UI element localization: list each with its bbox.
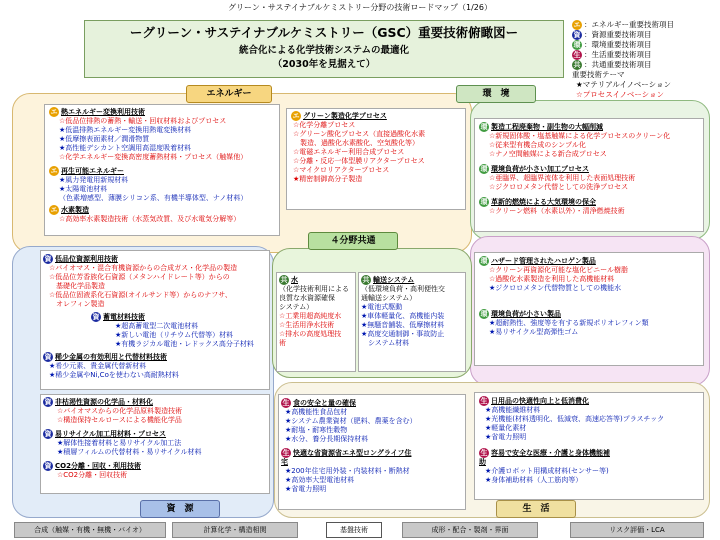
energy-line: ☆低品位排熱の蓄熱・輸送・回収材料およびプロセス xyxy=(59,117,227,125)
resource-theme-5 xyxy=(43,429,269,439)
resource-mid-box xyxy=(40,250,270,390)
energy-line: ☆分離・反応一体型膜リアクタープロセス xyxy=(293,157,425,165)
environment-mark-icon: 環 xyxy=(573,41,581,49)
life-theme-1 xyxy=(281,398,465,408)
resource-theme-title: 非枯渇性資源の化学品・材料化 xyxy=(55,398,153,406)
energy-mark-icon: エ xyxy=(292,112,300,120)
energy-line: 製造、過酸化水素酸化、空気酸化等） xyxy=(293,139,419,147)
common-mark-icon: 共 xyxy=(280,276,288,284)
life-line: ★省電力照明 xyxy=(285,485,327,493)
energy-line: （色素増感型、薄膜シリコン系、有機半導体型、ナノ材料） xyxy=(59,194,248,202)
common-line: ★高度交通制御・事故防止 xyxy=(361,330,445,338)
common-theme-transport xyxy=(361,275,465,285)
env-theme-title: 環境負荷が小さい製品 xyxy=(491,310,561,318)
life-right-box xyxy=(474,392,704,500)
common-line: システム） xyxy=(279,303,314,311)
env-line: ★易リサイクル型高弾性ゴム xyxy=(489,328,579,336)
common-mark-icon: 共 xyxy=(362,276,370,284)
energy-line: ☆グリーン酸化プロセス（直接過酸化水素 xyxy=(293,130,426,138)
energy-line: ★低摩擦表面素材／潤滑物質 xyxy=(59,135,150,143)
common-line: ☆生活用浄水技術 xyxy=(279,321,335,329)
env-theme-1 xyxy=(479,122,703,132)
common-transport-box xyxy=(358,272,466,372)
footer-computation: 計算化学・構造相関 xyxy=(172,522,298,538)
common-line: ★電池式駆動 xyxy=(361,303,403,311)
env-line: ☆新規固体酸・塩基触媒による化学プロセスのクリーン化 xyxy=(489,132,671,140)
common-theme-title: 輸送システム xyxy=(373,276,415,284)
life-line: ★光機能(材料透明化、低減衰、高速応答等)プラスチック xyxy=(485,415,665,423)
resource-line: ☆低品位固液系化石資源(オイルサンド等）からのナフサ、 xyxy=(49,291,232,299)
header-box xyxy=(84,20,564,78)
resource-theme-1 xyxy=(43,254,269,264)
common-line: 術 xyxy=(279,339,286,347)
resource-theme-title: 低品位資源利用技術 xyxy=(55,255,118,263)
env-theme-4 xyxy=(479,256,703,266)
energy-theme-title: 水素製造 xyxy=(61,206,89,214)
common-water-box xyxy=(276,272,356,372)
legend-star-process: ☆プロセスイノベーション xyxy=(576,90,665,99)
life-line: ★耐塩・耐寒性穀物 xyxy=(285,426,348,434)
common-theme-water xyxy=(279,275,355,285)
env-line: ☆亜臨界、超臨界流体を利用した表面処理技術 xyxy=(489,174,636,182)
energy-line: ☆マイクロリアクタープロセス xyxy=(293,166,390,174)
legend-item xyxy=(572,30,712,40)
legend-text: ：エネルギー重要技術項目 xyxy=(584,20,674,29)
life-theme-title-cont: 助 xyxy=(479,458,486,466)
env-theme-5 xyxy=(479,309,703,319)
env-theme-title: 製造工程廃棄物・副生物の大幅削減 xyxy=(491,123,603,131)
life-line: ★身体補助材料（人工筋肉等） xyxy=(485,476,583,484)
resource-line: ☆CO2分離・回収技術 xyxy=(57,471,128,479)
life-theme-3 xyxy=(479,396,703,406)
life-mark-icon: 生 xyxy=(480,449,488,457)
energy-line: ☆高効率水素製造技術（水蒸気改質、及び水電気分解等） xyxy=(59,215,241,223)
energy-line: ★高性能デシカント空調用高湿度吸着材料 xyxy=(59,144,192,152)
energy-mark-icon: エ xyxy=(50,167,58,175)
common-line: ☆排水の高度処理技 xyxy=(279,330,342,338)
resource-theme-title: CO2分離・回収・利用技術 xyxy=(55,462,141,470)
life-line: ★高機能性食品包材 xyxy=(285,408,348,416)
legend-text: ：生活重要技術項目 xyxy=(584,50,652,59)
energy-line: ☆化学分離プロセス xyxy=(293,121,356,129)
resource-line: ★希少元素、貴金属代替新材料 xyxy=(49,362,147,370)
footer-risk: リスク評価・LCA xyxy=(570,522,704,538)
legend-text: ：環境重要技術項目 xyxy=(584,40,652,49)
category-life: 生 活 xyxy=(496,500,576,518)
env-line: ☆クリーン燃料（水素以外）・清浄燃焼技術 xyxy=(489,207,625,215)
energy-line: ☆電磁エネルギー利用合成プロセス xyxy=(293,148,405,156)
energy-line: ★精密制御高分子製造 xyxy=(293,175,363,183)
page-subtitle-2: （2030年を見据えて） xyxy=(272,59,376,70)
environment-mark-icon: 環 xyxy=(480,123,488,131)
life-line: ★水分、養分長期保持材料 xyxy=(285,435,369,443)
energy-right-box xyxy=(286,108,466,210)
resource-mark-icon: 資 xyxy=(573,31,581,39)
legend-text: ：共通重要技術項目 xyxy=(584,60,652,69)
resource-theme-title: 易リサイクル加工用材料・プロセス xyxy=(55,430,167,438)
energy-theme-title: グリーン製造化学プロセス xyxy=(303,112,387,120)
page-subtitle-1: 統合化による化学技術システムの最適化 xyxy=(238,45,410,56)
resource-theme-4 xyxy=(43,397,269,407)
life-theme-title: 日用品の快適性向上と低消費化 xyxy=(491,397,589,405)
life-mark-icon: 生 xyxy=(480,397,488,405)
common-line: （低環境負荷・高利便性交 xyxy=(361,285,445,293)
energy-mark-icon: エ xyxy=(573,21,581,29)
life-theme-4 xyxy=(479,448,703,458)
green-process-theme xyxy=(291,111,465,121)
footer-synthesis: 合成（触媒・有機・無機・バイオ） xyxy=(14,522,166,538)
env-theme-title: 環境負荷が小さい加工プロセス xyxy=(491,165,589,173)
environment-mark-icon: 環 xyxy=(480,165,488,173)
common-line: （化学技術利用による xyxy=(279,285,349,293)
environment-mark-icon: 環 xyxy=(480,257,488,265)
env-line: ☆従来型有機合成のシンプル化 xyxy=(489,141,586,149)
life-theme-2 xyxy=(281,448,465,458)
resource-line: オレフィン製造 xyxy=(49,300,105,308)
life-theme-title: 食の安全と量の確保 xyxy=(293,399,356,407)
resource-theme-6 xyxy=(43,461,269,471)
resource-mark-icon: 資 xyxy=(92,313,100,321)
category-common: ４分野共通 xyxy=(308,232,398,250)
env-theme-title: 革新的燃焼による大気環境の保全 xyxy=(491,198,596,206)
life-mark-icon: 生 xyxy=(282,399,290,407)
resource-mark-icon: 資 xyxy=(44,255,52,263)
resource-line: ☆構造保持セルロースによる機能化学品 xyxy=(57,416,182,424)
resource-mark-icon: 資 xyxy=(44,353,52,361)
life-theme-title: 快適な省資源省エネ型ロングライフ住 xyxy=(293,449,412,457)
resource-line: ★積層フィルムの代替材料・易リサイクル材料 xyxy=(57,448,202,456)
energy-mark-icon: エ xyxy=(50,108,58,116)
life-mid-box xyxy=(278,394,466,510)
resource-line: ☆バイオマスからの化学品原料製造技術 xyxy=(57,407,183,415)
energy-mark-icon: エ xyxy=(50,206,58,214)
legend-item xyxy=(572,60,712,70)
resource-line: ★解体性接着材料と易リサイクル加工法 xyxy=(57,439,182,447)
resource-mark-icon: 資 xyxy=(44,430,52,438)
environment-mid-box xyxy=(474,252,704,366)
life-theme-title: 容易で安全な医療・介護と身体機能補 xyxy=(491,449,610,457)
category-resource: 資 源 xyxy=(140,500,220,518)
common-line: 通輸送システム） xyxy=(361,294,417,302)
energy-theme-2 xyxy=(49,166,279,176)
common-theme-title: 水 xyxy=(291,276,298,284)
env-line: ☆クリーン再資源化可能な塩化ビニール樹脂 xyxy=(489,266,628,274)
resource-theme-title: 蓄電材料技術 xyxy=(103,313,145,321)
life-line: ★介護ロボット用構成材料(センサー等) xyxy=(485,467,609,475)
resource-line: ★新しい電池（リチウム代替等）材料 xyxy=(115,331,234,339)
footer-foundation: 基盤技術 xyxy=(326,522,382,538)
life-mark-icon: 生 xyxy=(282,449,290,457)
resource-theme-title: 稀少金属の有効利用と代替材料技術 xyxy=(55,353,167,361)
resource-line: ★有機ラジカル電池・レドックス高分子材料 xyxy=(115,340,254,348)
env-line: ☆ジクロロメタン代替としての洗浄プロセス xyxy=(489,183,629,191)
life-line: ★高機能繊維材料 xyxy=(485,406,541,414)
env-line: ☆過酸化水素製造を利用した高機能材料 xyxy=(489,275,615,283)
legend-star-material: ★マテリアルイノベーション xyxy=(576,80,671,89)
resource-theme-2 xyxy=(91,312,269,322)
energy-line: ☆化学エネルギー変換高密度蓄熱材料・プロセス（触媒他） xyxy=(59,153,248,161)
env-theme-2 xyxy=(479,164,703,174)
legend-item xyxy=(572,40,712,50)
common-line: ★車体軽量化、高機能内装 xyxy=(361,312,445,320)
env-line: ★超耐熱性、強度等を有する新規ポリオレフィン類 xyxy=(489,319,649,327)
resource-theme-3 xyxy=(43,352,269,362)
resource-line: ★超高蓄電型二次電池材料 xyxy=(115,322,199,330)
resource-line: ★稀少金属やNi,Coを使わない高耐熱材料 xyxy=(49,371,179,379)
common-line: ★無騒音舗装、低摩擦材料 xyxy=(361,321,445,329)
top-title: グリーン・サステイナブルケミストリー分野の技術ロードマップ（1/26） xyxy=(228,3,492,12)
common-line: ☆工業用超高純度水 xyxy=(279,312,342,320)
energy-theme-3 xyxy=(49,205,279,215)
legend-item xyxy=(572,20,712,30)
legend xyxy=(572,20,712,102)
energy-line: ★低温排熱エネルギー変換用熱電変換材料 xyxy=(59,126,192,134)
energy-line: ★風力発電用新規材料 xyxy=(59,176,129,184)
life-line: ★高効率大型電池材料 xyxy=(285,476,355,484)
life-line: ★システム農業資材（肥料、農薬を含む） xyxy=(285,417,417,425)
environment-mark-icon: 環 xyxy=(480,310,488,318)
life-mark-icon: 生 xyxy=(573,51,581,59)
env-line: ☆ナノ空間触媒による新合成プロセス xyxy=(489,150,607,158)
env-theme-3 xyxy=(479,197,703,207)
legend-text: ：資源重要技術項目 xyxy=(584,30,652,39)
category-energy: エネルギー xyxy=(186,85,272,103)
resource-bottom-box xyxy=(40,394,270,494)
env-theme-title: ハザード管理されたハロゲン製品 xyxy=(491,257,596,265)
legend-item xyxy=(572,50,712,60)
environment-top-box xyxy=(474,118,704,232)
energy-theme-title: 熱エネルギー変換利用技術 xyxy=(61,108,145,116)
env-line: ★ジクロロメタン代替物質としての機能水 xyxy=(489,284,622,292)
page-title: ーグリーン・サステイナブルケミストリー（GSC）重要技術俯瞰図ー xyxy=(129,25,519,40)
common-mark-icon: 共 xyxy=(573,61,581,69)
resource-mark-icon: 資 xyxy=(44,462,52,470)
energy-line: ★太陽電池材料 xyxy=(59,185,108,193)
energy-theme-title: 再生可能エネルギー xyxy=(61,167,124,175)
life-line: ★省電力照明 xyxy=(485,433,527,441)
energy-theme-1 xyxy=(49,107,279,117)
resource-mark-icon: 資 xyxy=(44,398,52,406)
legend-theme: 重要技術テーマ xyxy=(572,70,625,79)
footer-formulation: 成形・配合・製剤・界面 xyxy=(402,522,538,538)
resource-line: 基礎化学品製造 xyxy=(49,282,105,290)
category-environment: 環 境 xyxy=(456,85,536,103)
common-line: 良質な水資源確保 xyxy=(279,294,335,302)
life-line: ★軽量化素材 xyxy=(485,424,527,432)
environment-mark-icon: 環 xyxy=(480,198,488,206)
resource-line: ☆バイオマス・混合有機資源からの合成ガス・化学品の製造 xyxy=(49,264,238,272)
resource-line: ☆低品位芳香族化石資源（メタンハイドレート等）からの xyxy=(49,273,230,281)
life-line: ★200年住宅用外装・内装材料・断熱材 xyxy=(285,467,410,475)
energy-left-box xyxy=(44,104,280,236)
life-theme-title-cont: 宅 xyxy=(281,458,288,466)
common-line: システム材料 xyxy=(361,339,410,347)
